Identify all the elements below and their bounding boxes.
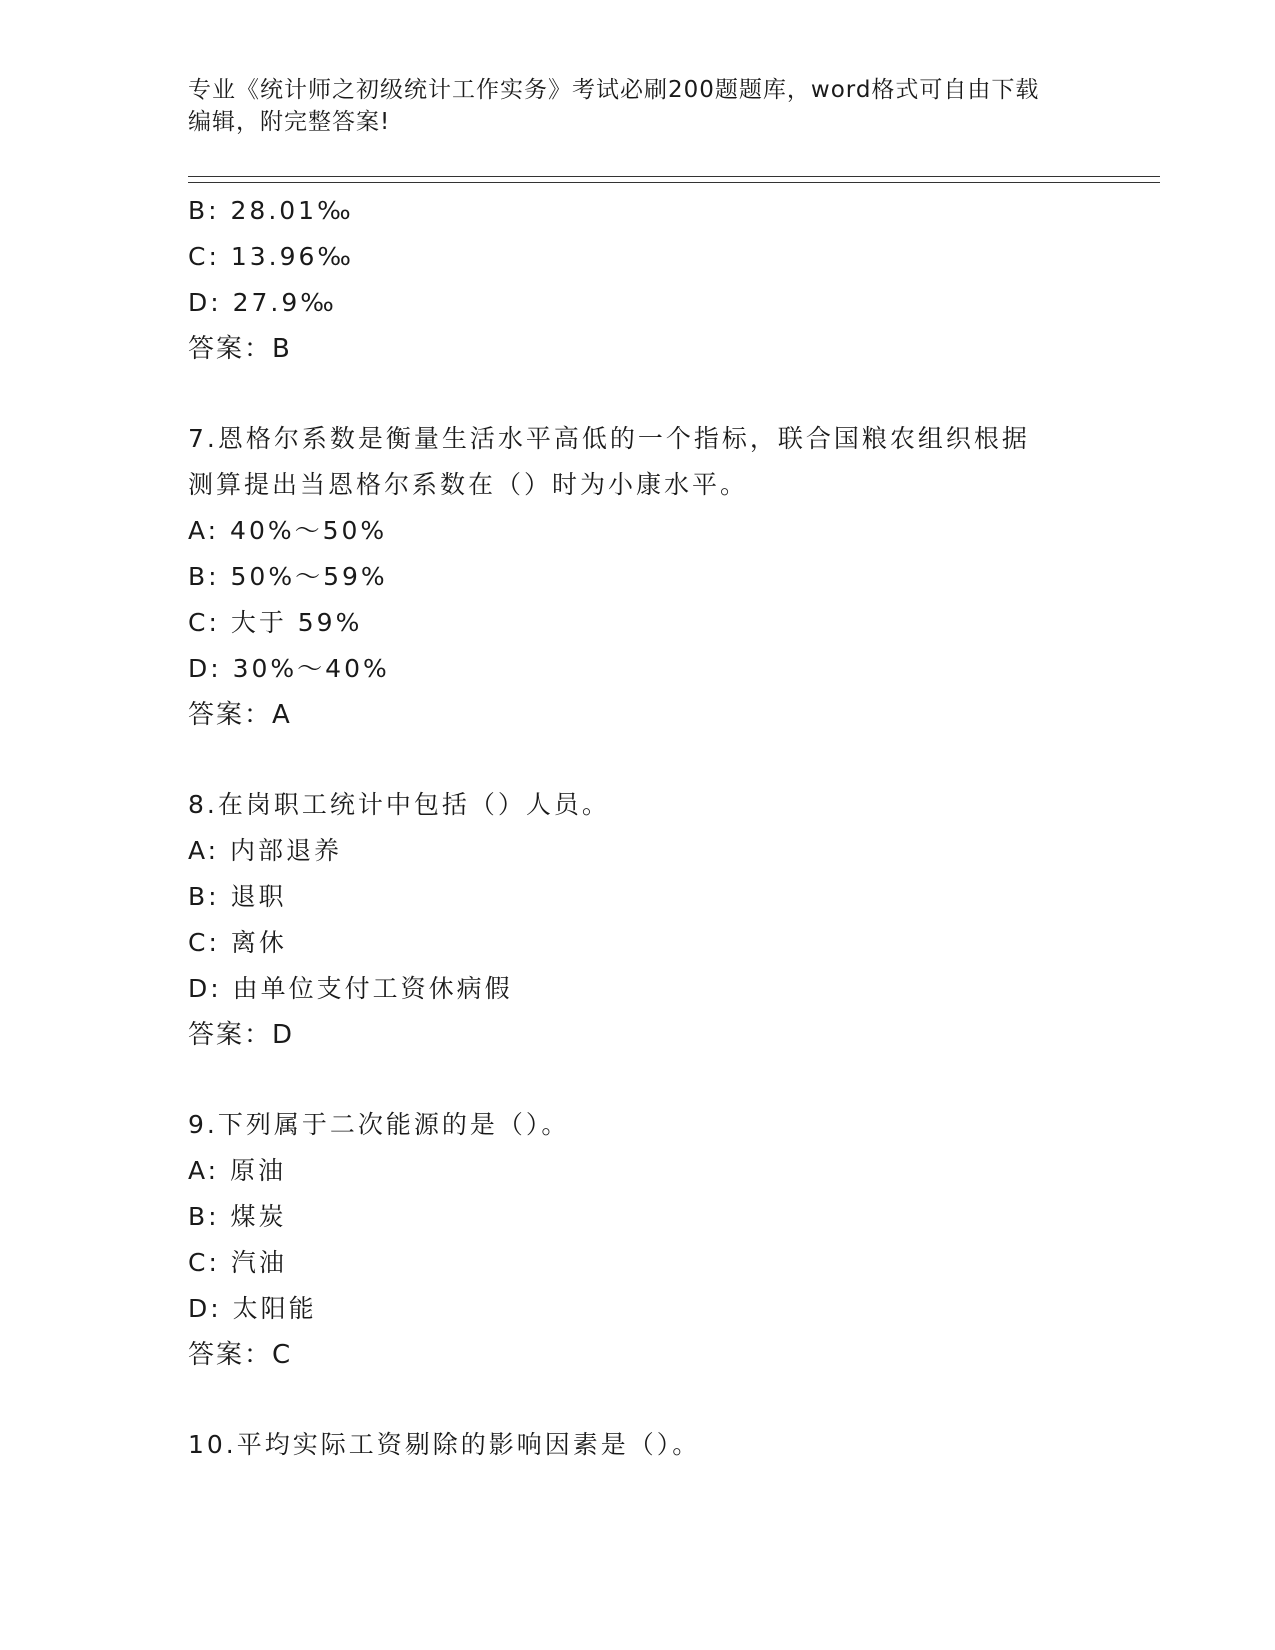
option-c: C: 汽油 (188, 1248, 287, 1277)
option-a: A: 40%～50% (188, 516, 388, 545)
option-a: A: 原油 (188, 1156, 287, 1185)
question-stem-continued: 测算提出当恩格尔系数在（）时为小康水平。 (188, 470, 749, 499)
header-divider-bottom (188, 182, 1160, 183)
spacer (188, 1378, 1168, 1422)
option-b: B: 28.01‰ (188, 196, 354, 225)
option-d: D: 由单位支付工资休病假 (188, 974, 513, 1003)
answer-line: 答案：A (188, 700, 292, 730)
spacer (188, 1058, 1168, 1102)
question-block-9 (188, 1102, 1168, 1378)
question-stem: 10.平均实际工资剔除的影响因素是（）。 (188, 1430, 701, 1459)
document-header (188, 74, 1088, 138)
question-stem: 9.下列属于二次能源的是（）。 (188, 1110, 570, 1139)
option-d: D: 27.9‰ (188, 288, 337, 317)
question-block-8 (188, 782, 1168, 1058)
option-b: B: 50%～59% (188, 562, 388, 591)
header-title-line1: 专业《统计师之初级统计工作实务》考试必刷200题题库，word格式可自由下载 (188, 77, 1040, 103)
option-d: D: 30%～40% (188, 654, 390, 683)
answer-line: 答案：D (188, 1020, 295, 1050)
option-c: C: 离休 (188, 928, 287, 957)
option-d: D: 太阳能 (188, 1294, 317, 1323)
question-list (188, 188, 1168, 1468)
answer-line: 答案：C (188, 1340, 293, 1370)
header-title-line2: 编辑，附完整答案! (188, 109, 391, 135)
option-b: B: 退职 (188, 882, 287, 911)
option-a: A: 内部退养 (188, 836, 343, 865)
answer-line: 答案：B (188, 334, 292, 364)
question-stem: 7.恩格尔系数是衡量生活水平高低的一个指标，联合国粮农组织根据 (188, 424, 1030, 453)
question-block-7 (188, 416, 1168, 738)
question-stem: 8.在岗职工统计中包括（）人员。 (188, 790, 610, 819)
spacer (188, 372, 1168, 416)
header-divider-top (188, 176, 1160, 177)
option-b: B: 煤炭 (188, 1202, 287, 1231)
spacer (188, 738, 1168, 782)
option-c: C: 13.96‰ (188, 242, 354, 271)
question-block-10 (188, 1422, 1168, 1468)
option-c: C: 大于 59% (188, 608, 363, 637)
question-block-6 (188, 188, 1168, 372)
